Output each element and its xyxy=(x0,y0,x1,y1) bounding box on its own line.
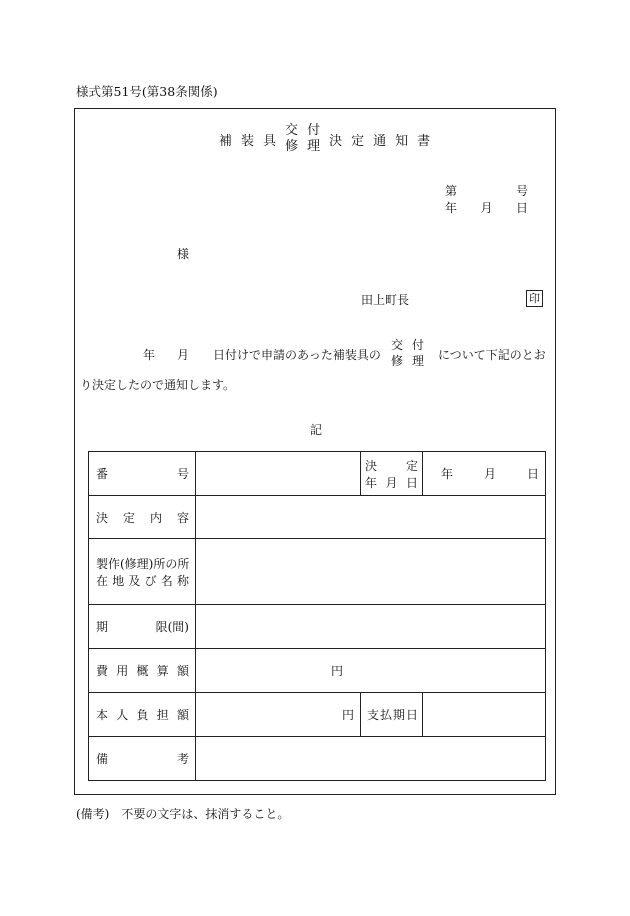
title-choice-bottom xyxy=(285,139,320,155)
cell-char: 用 xyxy=(116,663,129,678)
cell-char: 負 xyxy=(136,707,149,722)
seisakusho-line-1: 製作(修理)所の所 xyxy=(96,556,190,571)
title-char: 修 xyxy=(285,139,299,154)
body-text-2: について下記のとお xyxy=(438,348,546,362)
title-char: 知 xyxy=(395,133,409,149)
kigen-label-cell xyxy=(89,605,196,648)
title-char: 交 xyxy=(285,123,299,138)
cell-char: 名 xyxy=(160,573,173,588)
cell-char: 決 xyxy=(96,510,109,525)
title-char: 定 xyxy=(351,133,365,149)
issue-date xyxy=(445,199,528,216)
day-label: 日 xyxy=(515,201,528,215)
seisakusho-value-cell[interactable] xyxy=(196,539,546,605)
addressee-sama: 様 xyxy=(177,247,190,261)
table-row xyxy=(89,736,546,780)
body-char: 交 xyxy=(391,338,404,352)
cell-char: 人 xyxy=(116,707,129,722)
seal-mark: 印 xyxy=(526,290,543,307)
cell-char: 日 xyxy=(526,467,539,482)
cell-char: 定 xyxy=(405,458,418,473)
ki-heading: 記 xyxy=(310,423,323,437)
title-char: 装 xyxy=(241,133,255,149)
body-char: 付 xyxy=(412,338,425,352)
biko-label-cell xyxy=(89,736,196,780)
cell-char: 月 xyxy=(483,467,496,482)
title-suffix xyxy=(329,130,430,149)
hiyo-label-cell xyxy=(89,648,196,692)
title-char: 補 xyxy=(219,133,233,149)
naiyo-label-cell xyxy=(89,496,196,539)
go-label: 号 xyxy=(515,184,528,198)
kettei-label-cell xyxy=(361,452,423,496)
bango-value-cell[interactable] xyxy=(196,452,361,496)
cell-char: 本 xyxy=(96,707,109,722)
title-char: 具 xyxy=(263,133,277,149)
title-char: 付 xyxy=(307,123,321,138)
title-prefix xyxy=(219,130,276,149)
cell-char: 容 xyxy=(176,510,189,525)
body-text-1: 日付けで申請のあった補装具の xyxy=(213,348,381,362)
seisakusho-label-cell xyxy=(89,539,196,605)
kigen-value-cell[interactable] xyxy=(196,605,546,648)
cell-char: 在 xyxy=(96,573,109,588)
cell-char: 内 xyxy=(149,510,162,525)
title-char: 決 xyxy=(329,133,343,149)
table-row xyxy=(89,605,546,648)
cell-char: 備 xyxy=(96,751,109,766)
cell-char: 日 xyxy=(405,707,418,722)
cell-char: 番 xyxy=(96,467,109,482)
footnote: (備考) 不要の文字は、抹消すること。 xyxy=(76,807,290,821)
yen-label: 円 xyxy=(331,663,344,678)
table-row xyxy=(89,539,546,605)
shiharai-label-cell xyxy=(361,692,423,736)
body-line-2: り決定したので通知します。 xyxy=(80,378,236,392)
cell-char: 限(間) xyxy=(155,620,189,634)
cell-char: 払 xyxy=(379,707,392,722)
cell-char: 決 xyxy=(365,458,378,473)
form-number: 様式第51号(第38条関係) xyxy=(76,84,218,99)
bango-label-cell xyxy=(89,452,196,496)
biko-value-cell[interactable] xyxy=(196,736,546,780)
title-char: 書 xyxy=(417,133,431,149)
document-title xyxy=(219,122,430,156)
table-row xyxy=(89,452,546,496)
dai-label: 第 xyxy=(445,184,458,198)
kettei-date-cell[interactable] xyxy=(423,452,546,496)
body-char: 理 xyxy=(412,354,425,368)
cell-char: 年 xyxy=(441,467,454,482)
table-row xyxy=(89,648,546,692)
cell-char: 概 xyxy=(136,663,149,678)
reference-number xyxy=(445,182,528,199)
shiharai-value-cell[interactable] xyxy=(423,692,546,736)
cell-char: 地 xyxy=(112,573,125,588)
body-char: 修 xyxy=(391,354,404,368)
table-row xyxy=(89,692,546,736)
cell-char: 算 xyxy=(156,663,169,678)
title-char: 理 xyxy=(307,139,321,154)
table-row xyxy=(89,496,546,539)
month-label: 月 xyxy=(480,201,493,215)
cell-char: 考 xyxy=(176,751,189,766)
body-choice-top xyxy=(391,337,424,353)
cell-char: 担 xyxy=(156,707,169,722)
cell-char: 及 xyxy=(128,573,141,588)
cell-char: 費 xyxy=(96,663,109,678)
body-choice-bottom xyxy=(391,353,424,369)
title-choice xyxy=(285,123,320,155)
title-choice-top xyxy=(285,123,320,139)
naiyo-value-cell[interactable] xyxy=(196,496,546,539)
cell-char: 額 xyxy=(176,663,189,678)
issuer-name: 田上町長 xyxy=(361,293,410,307)
yen-label: 円 xyxy=(341,707,354,722)
hiyo-value-cell[interactable] xyxy=(196,648,546,692)
cell-char: 額 xyxy=(176,707,189,722)
cell-char: 支 xyxy=(367,707,380,722)
honnin-label-cell xyxy=(89,692,196,736)
cell-char: 期 xyxy=(96,620,109,634)
year-label: 年 xyxy=(445,201,458,215)
title-char: 通 xyxy=(373,133,387,149)
cell-char: 年 xyxy=(365,475,378,490)
cell-char: び xyxy=(144,573,157,588)
honnin-value-cell[interactable] xyxy=(196,692,361,736)
body-year: 年 xyxy=(143,348,156,362)
cell-char: 期 xyxy=(392,707,405,722)
body-choice xyxy=(391,337,424,369)
cell-char: 日 xyxy=(405,475,418,490)
cell-char: 称 xyxy=(176,573,189,588)
detail-table xyxy=(88,451,546,781)
body-month: 月 xyxy=(177,348,190,362)
cell-char: 月 xyxy=(385,475,398,490)
cell-char: 号 xyxy=(176,467,189,482)
cell-char: 定 xyxy=(122,510,135,525)
